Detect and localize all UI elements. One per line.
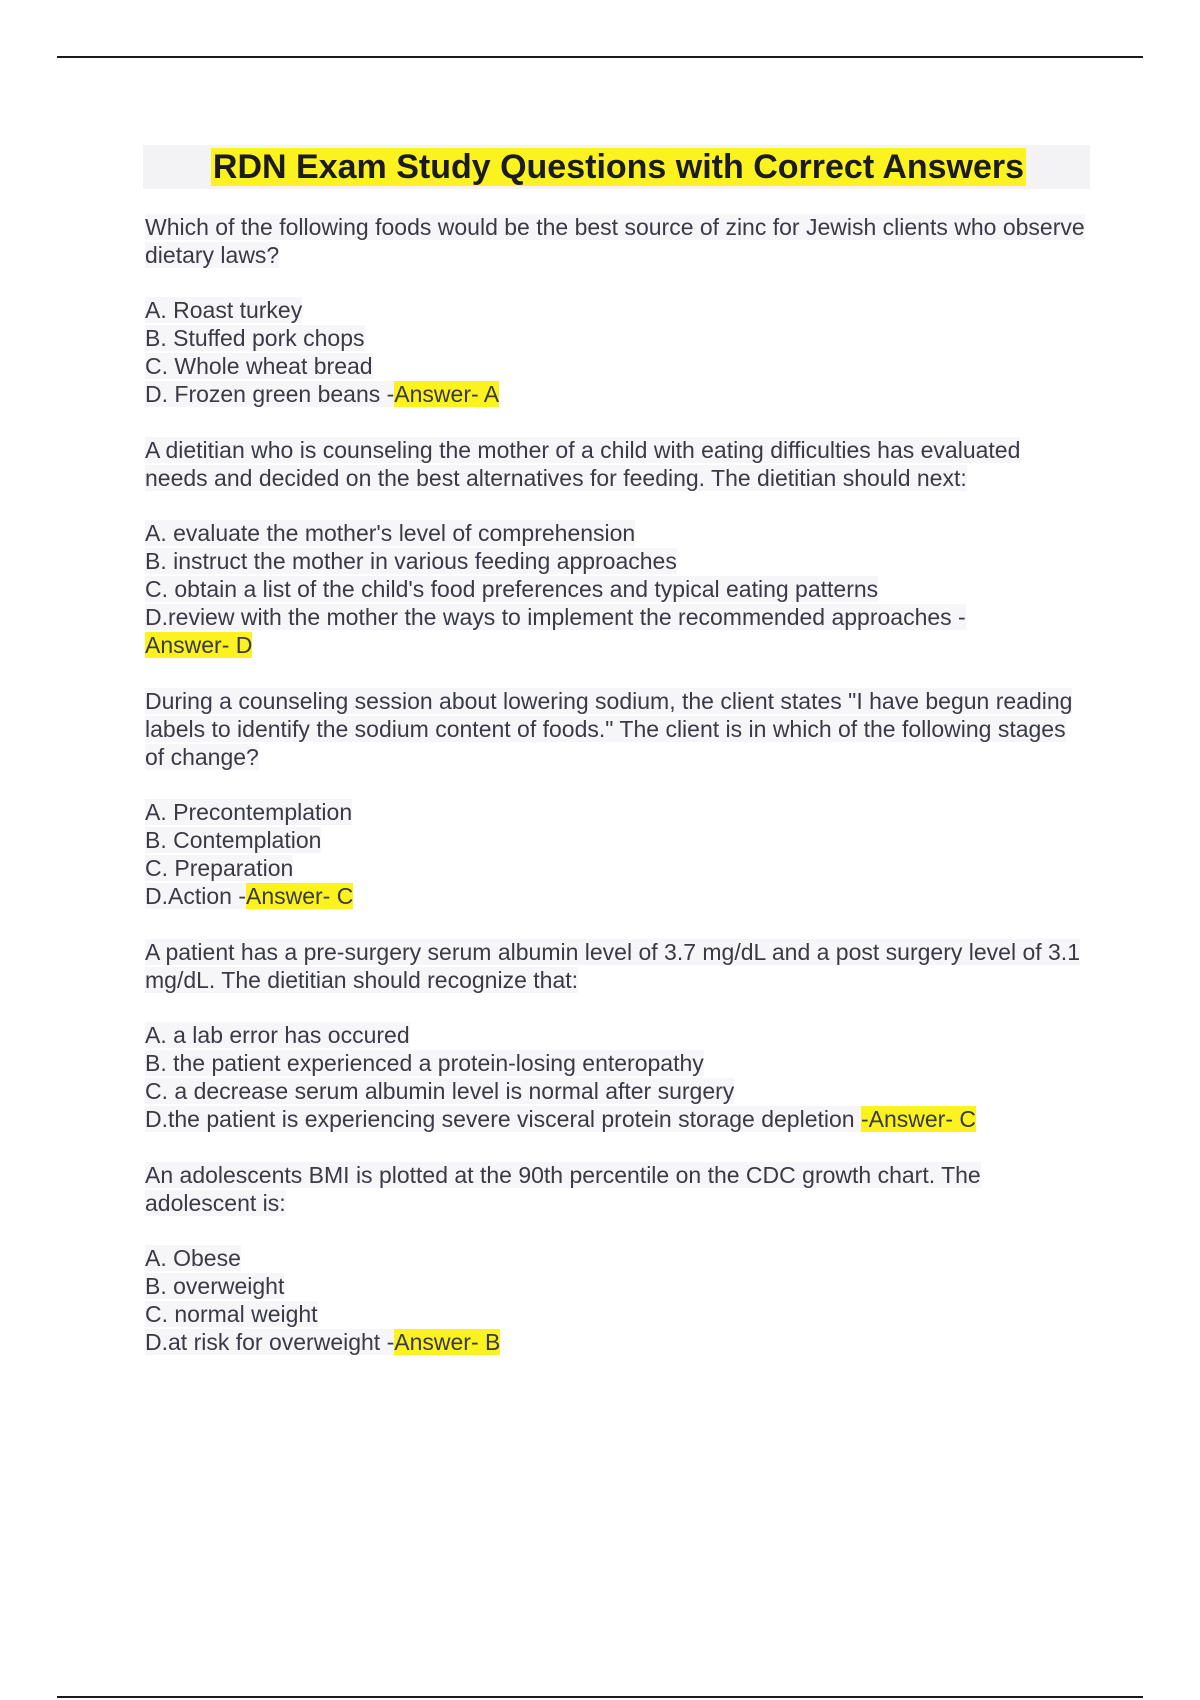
answer-highlight: Answer- A	[394, 381, 500, 407]
option-b: B. Contemplation	[145, 827, 322, 853]
option-c: C. Preparation	[145, 855, 294, 881]
option-b: B. overweight	[145, 1273, 285, 1299]
title-highlight: RDN Exam Study Questions with Correct Answers	[212, 148, 1025, 186]
option-b: B. the patient experienced a protein-losing enteropathy	[145, 1050, 704, 1076]
option-d: D.at risk for overweight -Answer- B	[145, 1329, 501, 1355]
option-c: C. normal weight	[145, 1301, 318, 1327]
question-stem: A dietitian who is counseling the mother of a child with eating difficulties has evaluated needs and decided on the best alternatives for feeding. The dietitian should next:	[145, 437, 1021, 491]
answer-highlight: -Answer- C	[860, 1106, 976, 1132]
question-list	[145, 213, 1085, 1384]
top-rule	[57, 56, 1143, 58]
question-item	[145, 938, 1085, 1133]
option-a: A. a lab error has occured	[145, 1022, 410, 1048]
answer-highlight: Answer- C	[245, 883, 354, 909]
answer-highlight: Answer- D	[145, 632, 253, 658]
bottom-rule	[57, 1696, 1143, 1698]
option-a: A. Roast turkey	[145, 297, 303, 323]
answer-highlight: Answer- B	[394, 1329, 501, 1355]
option-b: B. instruct the mother in various feeding approaches	[145, 548, 677, 574]
page-title	[0, 145, 1200, 189]
question-stem: An adolescents BMI is plotted at the 90th percentile on the CDC growth chart. The adolescent is:	[145, 1162, 981, 1216]
option-d: D.Action -Answer- C	[145, 883, 354, 909]
option-d: D.the patient is experiencing severe visceral protein storage depletion -Answer- C	[145, 1106, 976, 1132]
question-stem: During a counseling session about lowering sodium, the client states "I have begun reading labels to identify the sodium content of foods." The client is in which of the following stages of change?	[145, 688, 1073, 770]
option-a: A. Obese	[145, 1245, 241, 1271]
option-c: C. a decrease serum albumin level is normal after surgery	[145, 1078, 735, 1104]
option-b: B. Stuffed pork chops	[145, 325, 365, 351]
question-item	[145, 213, 1085, 408]
question-stem: A patient has a pre-surgery serum albumin level of 3.7 mg/dL and a post surgery level of 3.1 mg/dL. The dietitian should recognize that:	[145, 939, 1080, 993]
answer-line	[145, 631, 1085, 659]
option-c: C. Whole wheat bread	[145, 353, 373, 379]
question-item	[145, 436, 1085, 659]
option-d: D. Frozen green beans -Answer- A	[145, 381, 500, 407]
option-a: A. evaluate the mother's level of comprehension	[145, 520, 636, 546]
option-c: C. obtain a list of the child's food preferences and typical eating patterns	[145, 576, 879, 602]
option-a: A. Precontemplation	[145, 799, 353, 825]
question-stem: Which of the following foods would be the best source of zinc for Jewish clients who observe dietary laws?	[145, 214, 1085, 268]
question-item	[145, 1161, 1085, 1356]
question-item	[145, 687, 1085, 910]
option-d: D.review with the mother the ways to implement the recommended approaches -	[145, 604, 966, 630]
